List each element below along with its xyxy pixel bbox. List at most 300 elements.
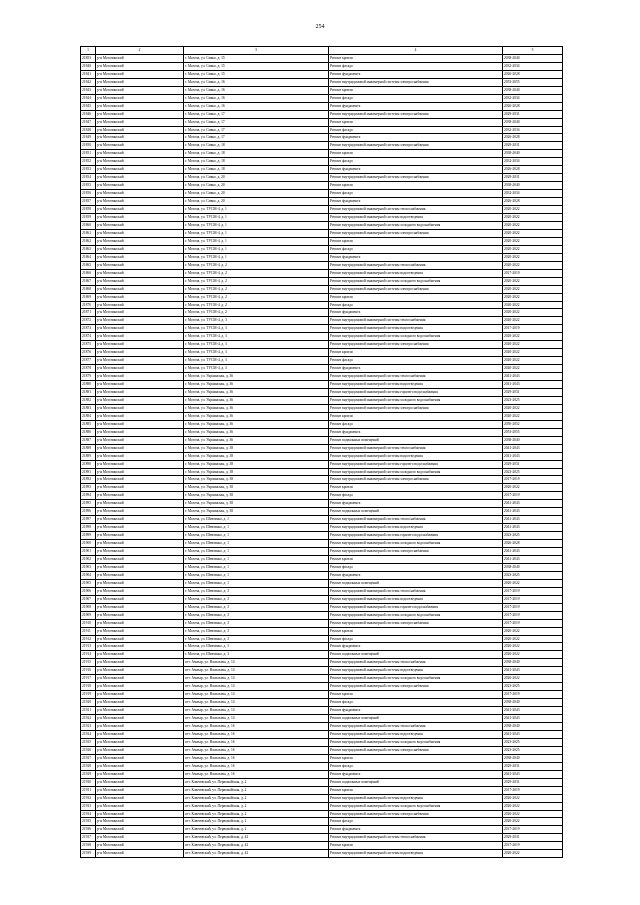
period-cell: 2020-2022 <box>503 253 563 261</box>
address-cell: пгт. Ключевский, ул. Первомайская, д. 2 <box>184 802 329 810</box>
district-cell: р-н Могочинский <box>96 365 184 373</box>
period-cell: 2029-2031 <box>503 762 563 770</box>
district-cell: р-н Могочинский <box>96 444 184 452</box>
table-row <box>81 357 563 365</box>
period-cell: 2041-2043 <box>503 556 563 564</box>
table-row <box>81 738 563 746</box>
row-number-cell: 21933 <box>81 802 96 810</box>
period-cell: 2020-2022 <box>503 317 563 325</box>
table-row <box>81 94 563 102</box>
work-type-cell: Ремонт внутридомовой инженерной системы электроснабжения <box>329 110 503 118</box>
table-row <box>81 237 563 245</box>
table-row <box>81 349 563 357</box>
row-number-cell: 21892 <box>81 476 96 484</box>
row-number-cell: 21906 <box>81 587 96 595</box>
work-type-cell: Ремонт внутридомовой инженерной системы водоотведения <box>329 794 503 802</box>
work-type-cell: Ремонт фундамента <box>329 102 503 110</box>
period-cell: 2020-2022 <box>503 293 563 301</box>
period-cell: 2017-2019 <box>503 269 563 277</box>
work-type-cell: Ремонт фундамента <box>329 253 503 261</box>
work-type-cell: Ремонт подвальных помещений <box>329 778 503 786</box>
district-cell: р-н Могочинский <box>96 174 184 182</box>
table-row <box>81 325 563 333</box>
work-type-cell: Ремонт внутридомовой инженерной системы водоотведения <box>329 524 503 532</box>
period-cell: 2032-2034 <box>503 94 563 102</box>
address-cell: г. Могоча, ул. ТУСМ-4, д. 2 <box>184 285 329 293</box>
period-cell: 2017-2019 <box>503 619 563 627</box>
work-type-cell: Ремонт фундамента <box>329 428 503 436</box>
address-cell: г. Могоча, ул. Шевченко, д. 3 <box>184 619 329 627</box>
address-cell: г. Могоча, ул. Шевченко, д. 1 <box>184 579 329 587</box>
period-cell: 2020-2022 <box>503 635 563 643</box>
period-cell: 2020-2022 <box>503 333 563 341</box>
period-cell: 2020-2022 <box>503 802 563 810</box>
row-number-cell: 21845 <box>81 102 96 110</box>
address-cell: г. Могоча, ул. Шевченко, д. 1 <box>184 524 329 532</box>
district-cell: р-н Могочинский <box>96 357 184 365</box>
table-row <box>81 277 563 285</box>
district-cell: р-н Могочинский <box>96 492 184 500</box>
address-cell: г. Могоча, ул. Украинская, д. 36 <box>184 436 329 444</box>
period-cell: 2053-2055 <box>503 428 563 436</box>
row-number-cell: 21902 <box>81 556 96 564</box>
district-cell: р-н Могочинский <box>96 396 184 404</box>
period-cell: 2026-2028 <box>503 166 563 174</box>
row-number-cell: 21910 <box>81 619 96 627</box>
address-cell: г. Могоча, ул. Сивко, д. 17 <box>184 118 329 126</box>
period-cell: 2020-2022 <box>503 412 563 420</box>
district-cell: р-н Могочинский <box>96 635 184 643</box>
work-type-cell: Ремонт внутридомовой инженерной системы теплоснабжения <box>329 587 503 595</box>
table-row <box>81 221 563 229</box>
period-cell: 2020-2022 <box>503 229 563 237</box>
address-cell: пгт. Ключевский, ул. Первомайская, д. 2 <box>184 794 329 802</box>
address-cell: пгт. Ключевский, ул. Первомайская, д. 2 <box>184 786 329 794</box>
table-row <box>81 786 563 794</box>
period-cell: 2023-2025 <box>503 468 563 476</box>
work-type-cell: Ремонт внутридомовой инженерной системы водоотведения <box>329 381 503 389</box>
work-type-cell: Ремонт внутридомовой инженерной системы холодного водоснабжения <box>329 277 503 285</box>
address-cell: г. Могоча, ул. Украинская, д. 38 <box>184 452 329 460</box>
district-cell: р-н Могочинский <box>96 707 184 715</box>
period-cell: 2026-2028 <box>503 198 563 206</box>
district-cell: р-н Могочинский <box>96 70 184 78</box>
period-cell: 2029-2031 <box>503 174 563 182</box>
district-cell: р-н Могочинский <box>96 556 184 564</box>
district-cell: р-н Могочинский <box>96 412 184 420</box>
period-cell: 2041-2043 <box>503 548 563 556</box>
district-cell: р-н Могочинский <box>96 850 184 858</box>
address-cell: г. Могоча, ул. Украинская, д. 38 <box>184 484 329 492</box>
district-cell: р-н Могочинский <box>96 762 184 770</box>
row-number-cell: 21852 <box>81 158 96 166</box>
row-number-cell: 21935 <box>81 818 96 826</box>
district-cell: р-н Могочинский <box>96 579 184 587</box>
work-type-cell: Ремонт фасада <box>329 420 503 428</box>
work-type-cell: Ремонт внутридомовой инженерной системы горячего водоснабжения <box>329 532 503 540</box>
district-cell: р-н Могочинский <box>96 102 184 110</box>
table-row <box>81 166 563 174</box>
table-row <box>81 396 563 404</box>
table-row <box>81 365 563 373</box>
address-cell: г. Могоча, ул. Украинская, д. 38 <box>184 476 329 484</box>
district-cell: р-н Могочинский <box>96 214 184 222</box>
period-cell: 2020-2022 <box>503 349 563 357</box>
table-row <box>81 206 563 214</box>
district-cell: р-н Могочинский <box>96 778 184 786</box>
table-row <box>81 420 563 428</box>
address-cell: г. Могоча, ул. Украинская, д. 36 <box>184 420 329 428</box>
district-cell: р-н Могочинский <box>96 206 184 214</box>
address-cell: г. Могоча, ул. ТУСМ-4, д. 2 <box>184 309 329 317</box>
table-row <box>81 563 563 571</box>
table-row <box>81 229 563 237</box>
table-row <box>81 611 563 619</box>
table-row <box>81 285 563 293</box>
table-row <box>81 730 563 738</box>
work-type-cell: Ремонт внутридомовой инженерной системы водоотведения <box>329 269 503 277</box>
row-number-cell: 21907 <box>81 595 96 603</box>
district-cell: р-н Могочинский <box>96 818 184 826</box>
address-cell: пгт. Амазар, ул. Васильева, д. 16 <box>184 746 329 754</box>
address-cell: г. Могоча, ул. Украинская, д. 36 <box>184 381 329 389</box>
work-type-cell: Ремонт подвальных помещений <box>329 436 503 444</box>
address-cell: пгт. Ключевский, ул. Первомайская, д. 42 <box>184 834 329 842</box>
district-cell: р-н Могочинский <box>96 571 184 579</box>
row-number-cell: 21854 <box>81 174 96 182</box>
row-number-cell: 21894 <box>81 492 96 500</box>
table-row <box>81 388 563 396</box>
period-cell: 2026-2028 <box>503 540 563 548</box>
district-cell: р-н Могочинский <box>96 349 184 357</box>
column-header: 2 <box>96 47 184 55</box>
address-cell: пгт. Амазар, ул. Васильева, д. 16 <box>184 770 329 778</box>
address-cell: г. Могоча, ул. ТУСМ-4, д. 3 <box>184 357 329 365</box>
address-cell: г. Могоча, ул. Украинская, д. 38 <box>184 492 329 500</box>
address-cell: г. Могоча, ул. ТУСМ-4, д. 1 <box>184 229 329 237</box>
period-cell: 2020-2022 <box>503 357 563 365</box>
row-number-cell: 21847 <box>81 118 96 126</box>
row-number-cell: 21861 <box>81 229 96 237</box>
address-cell: г. Могоча, ул. ТУСМ-4, д. 1 <box>184 253 329 261</box>
period-cell: 2020-2022 <box>503 818 563 826</box>
district-cell: р-н Могочинский <box>96 794 184 802</box>
district-cell: р-н Могочинский <box>96 651 184 659</box>
work-type-cell: Ремонт внутридомовой инженерной системы горячего водоснабжения <box>329 460 503 468</box>
period-cell: 2038-2040 <box>503 150 563 158</box>
address-cell: г. Могоча, ул. Сивко, д. 18 <box>184 158 329 166</box>
work-type-cell: Ремонт внутридомовой инженерной системы водоотведения <box>329 850 503 858</box>
row-number-cell: 21873 <box>81 325 96 333</box>
table-row <box>81 850 563 858</box>
row-number-cell: 21905 <box>81 579 96 587</box>
row-number-cell: 21904 <box>81 571 96 579</box>
table-row <box>81 643 563 651</box>
district-cell: р-н Могочинский <box>96 834 184 842</box>
period-cell: 2020-2022 <box>503 301 563 309</box>
district-cell: р-н Могочинский <box>96 627 184 635</box>
period-cell: 2041-2043 <box>503 500 563 508</box>
row-number-cell: 21893 <box>81 484 96 492</box>
table-row <box>81 174 563 182</box>
period-cell: 2017-2019 <box>503 691 563 699</box>
period-cell: 2038-2040 <box>503 699 563 707</box>
district-cell: р-н Могочинский <box>96 134 184 142</box>
row-number-cell: 21876 <box>81 349 96 357</box>
table-row <box>81 412 563 420</box>
address-cell: г. Могоча, ул. Сивко, д. 18 <box>184 150 329 158</box>
period-cell: 2020-2022 <box>503 237 563 245</box>
district-cell: р-н Могочинский <box>96 261 184 269</box>
table-row <box>81 770 563 778</box>
address-cell: г. Могоча, ул. Украинская, д. 36 <box>184 373 329 381</box>
work-type-cell: Ремонт фундамента <box>329 134 503 142</box>
period-cell: 2029-2031 <box>503 388 563 396</box>
page-number: 254 <box>315 24 325 30</box>
table-row <box>81 158 563 166</box>
row-number-cell: 21880 <box>81 381 96 389</box>
table-row <box>81 691 563 699</box>
address-cell: пгт. Амазар, ул. Васильева, д. 14 <box>184 659 329 667</box>
period-cell: 2038-2040 <box>503 436 563 444</box>
table-row <box>81 70 563 78</box>
table-row <box>81 492 563 500</box>
address-cell: г. Могоча, ул. Сивко, д. 17 <box>184 110 329 118</box>
work-type-cell: Ремонт фасада <box>329 245 503 253</box>
district-cell: р-н Могочинский <box>96 540 184 548</box>
district-cell: р-н Могочинский <box>96 158 184 166</box>
district-cell: р-н Могочинский <box>96 770 184 778</box>
table-row <box>81 635 563 643</box>
period-cell: 2041-2043 <box>503 524 563 532</box>
district-cell: р-н Могочинский <box>96 341 184 349</box>
district-cell: р-н Могочинский <box>96 516 184 524</box>
row-number-cell: 21914 <box>81 651 96 659</box>
period-cell: 2041-2043 <box>503 516 563 524</box>
work-type-cell: Ремонт подвальных помещений <box>329 715 503 723</box>
work-type-cell: Ремонт фасада <box>329 818 503 826</box>
row-number-cell: 21912 <box>81 635 96 643</box>
district-cell: р-н Могочинский <box>96 603 184 611</box>
address-cell: пгт. Ключевский, ул. Первомайская, д. 2 <box>184 826 329 834</box>
district-cell: р-н Могочинский <box>96 420 184 428</box>
district-cell: р-н Могочинский <box>96 166 184 174</box>
work-type-cell: Ремонт кровли <box>329 412 503 420</box>
address-cell: г. Могоча, ул. ТУСМ-4, д. 3 <box>184 341 329 349</box>
address-cell: г. Могоча, ул. Украинская, д. 38 <box>184 508 329 516</box>
table-row <box>81 253 563 261</box>
row-number-cell: 21863 <box>81 245 96 253</box>
district-cell: р-н Могочинский <box>96 786 184 794</box>
row-number-cell: 21928 <box>81 762 96 770</box>
period-cell: 2020-2022 <box>503 643 563 651</box>
period-cell: 2020-2022 <box>503 285 563 293</box>
table-row <box>81 261 563 269</box>
address-cell: пгт. Ключевский, ул. Первомайская, д. 2 <box>184 810 329 818</box>
district-cell: р-н Могочинский <box>96 190 184 198</box>
district-cell: р-н Могочинский <box>96 826 184 834</box>
address-cell: г. Могоча, ул. Сивко, д. 20 <box>184 182 329 190</box>
work-type-cell: Ремонт фундамента <box>329 770 503 778</box>
period-cell: 2020-2022 <box>503 277 563 285</box>
row-number-cell: 21915 <box>81 659 96 667</box>
table-row <box>81 540 563 548</box>
address-cell: г. Могоча, ул. Сивко, д. 16 <box>184 78 329 86</box>
address-cell: пгт. Амазар, ул. Васильева, д. 14 <box>184 707 329 715</box>
table-row <box>81 556 563 564</box>
table-row <box>81 508 563 516</box>
district-cell: р-н Могочинский <box>96 683 184 691</box>
period-cell: 2020-2022 <box>503 214 563 222</box>
work-type-cell: Ремонт внутридомовой инженерной системы водоотведения <box>329 595 503 603</box>
period-cell: 2029-2031 <box>503 142 563 150</box>
table-row <box>81 333 563 341</box>
period-cell: 2023-2025 <box>503 532 563 540</box>
table-row <box>81 667 563 675</box>
address-cell: г. Могоча, ул. Сивко, д. 18 <box>184 166 329 174</box>
table-row <box>81 754 563 762</box>
row-number-cell: 21938 <box>81 842 96 850</box>
district-cell: р-н Могочинский <box>96 746 184 754</box>
district-cell: р-н Могочинский <box>96 500 184 508</box>
table-row <box>81 54 563 62</box>
district-cell: р-н Могочинский <box>96 524 184 532</box>
work-type-cell: Ремонт внутридомовой инженерной системы холодного водоснабжения <box>329 738 503 746</box>
table-row <box>81 794 563 802</box>
table-row <box>81 460 563 468</box>
row-number-cell: 21856 <box>81 190 96 198</box>
row-number-cell: 21860 <box>81 221 96 229</box>
address-cell: г. Могоча, ул. Шевченко, д. 3 <box>184 603 329 611</box>
table-row <box>81 102 563 110</box>
address-cell: г. Могоча, ул. Украинская, д. 36 <box>184 396 329 404</box>
address-cell: г. Могоча, ул. Украинская, д. 36 <box>184 404 329 412</box>
address-cell: г. Могоча, ул. Шевченко, д. 3 <box>184 587 329 595</box>
work-type-cell: Ремонт фундамента <box>329 826 503 834</box>
period-cell: 2023-2025 <box>503 746 563 754</box>
row-number-cell: 21911 <box>81 627 96 635</box>
address-cell: пгт. Амазар, ул. Васильева, д. 16 <box>184 738 329 746</box>
period-cell: 2029-2031 <box>503 460 563 468</box>
district-cell: р-н Могочинский <box>96 86 184 94</box>
work-type-cell: Ремонт внутридомовой инженерной системы холодного водоснабжения <box>329 802 503 810</box>
address-cell: г. Могоча, ул. ТУСМ-4, д. 1 <box>184 206 329 214</box>
work-type-cell: Ремонт внутридомовой инженерной системы теплоснабжения <box>329 834 503 842</box>
table-row <box>81 587 563 595</box>
work-type-cell: Ремонт кровли <box>329 842 503 850</box>
district-cell: р-н Могочинский <box>96 317 184 325</box>
row-number-cell: 21849 <box>81 134 96 142</box>
work-type-cell: Ремонт внутридомовой инженерной системы холодного водоснабжения <box>329 611 503 619</box>
table-row <box>81 428 563 436</box>
work-type-cell: Ремонт внутридомовой инженерной системы электроснабжения <box>329 341 503 349</box>
address-cell: г. Могоча, ул. ТУСМ-4, д. 2 <box>184 269 329 277</box>
row-number-cell: 21868 <box>81 285 96 293</box>
address-cell: г. Могоча, ул. ТУСМ-4, д. 3 <box>184 365 329 373</box>
district-cell: р-н Могочинский <box>96 723 184 731</box>
district-cell: р-н Могочинский <box>96 436 184 444</box>
row-number-cell: 21888 <box>81 444 96 452</box>
table-row <box>81 715 563 723</box>
row-number-cell: 21859 <box>81 214 96 222</box>
address-cell: г. Могоча, ул. Шевченко, д. 3 <box>184 627 329 635</box>
address-cell: г. Могоча, ул. Шевченко, д. 1 <box>184 532 329 540</box>
district-cell: р-н Могочинский <box>96 532 184 540</box>
address-cell: пгт. Ключевский, ул. Первомайская, д. 2 <box>184 818 329 826</box>
period-cell: 2017-2019 <box>503 476 563 484</box>
period-cell: 2020-2022 <box>503 651 563 659</box>
period-cell: 2041-2043 <box>503 444 563 452</box>
table-row <box>81 468 563 476</box>
district-cell: р-н Могочинский <box>96 150 184 158</box>
period-cell: 2017-2019 <box>503 587 563 595</box>
table-row <box>81 802 563 810</box>
period-cell: 2020-2022 <box>503 245 563 253</box>
work-type-cell: Ремонт кровли <box>329 691 503 699</box>
work-type-cell: Ремонт фундамента <box>329 166 503 174</box>
row-number-cell: 21870 <box>81 301 96 309</box>
address-cell: г. Могоча, ул. Украинская, д. 38 <box>184 468 329 476</box>
row-number-cell: 21879 <box>81 373 96 381</box>
row-number-cell: 21916 <box>81 667 96 675</box>
district-cell: р-н Могочинский <box>96 118 184 126</box>
period-cell: 2020-2022 <box>503 627 563 635</box>
district-cell: р-н Могочинский <box>96 611 184 619</box>
period-cell: 2032-2034 <box>503 190 563 198</box>
address-cell: г. Могоча, ул. Украинская, д. 36 <box>184 428 329 436</box>
period-cell: 2026-2028 <box>503 102 563 110</box>
work-type-cell: Ремонт фундамента <box>329 70 503 78</box>
row-number-cell: 21923 <box>81 723 96 731</box>
work-type-cell: Ремонт фундамента <box>329 571 503 579</box>
table-row <box>81 675 563 683</box>
table-row <box>81 548 563 556</box>
period-cell: 2053-2055 <box>503 78 563 86</box>
work-type-cell: Ремонт фундамента <box>329 365 503 373</box>
address-cell: г. Могоча, ул. Шевченко, д. 3 <box>184 643 329 651</box>
work-type-cell: Ремонт фасада <box>329 699 503 707</box>
table-body <box>81 54 563 857</box>
district-cell: р-н Могочинский <box>96 333 184 341</box>
address-cell: г. Могоча, ул. Шевченко, д. 1 <box>184 563 329 571</box>
district-cell: р-н Могочинский <box>96 94 184 102</box>
row-number-cell: 21920 <box>81 699 96 707</box>
district-cell: р-н Могочинский <box>96 229 184 237</box>
period-cell: 2023-2025 <box>503 396 563 404</box>
district-cell: р-н Могочинский <box>96 699 184 707</box>
period-cell: 2032-2034 <box>503 62 563 70</box>
period-cell: 2038-2040 <box>503 54 563 62</box>
address-cell: пгт. Амазар, ул. Васильева, д. 16 <box>184 723 329 731</box>
work-type-cell: Ремонт внутридомовой инженерной системы электроснабжения <box>329 285 503 293</box>
district-cell: р-н Могочинский <box>96 452 184 460</box>
table-row <box>81 500 563 508</box>
table-row <box>81 309 563 317</box>
address-cell: г. Могоча, ул. Шевченко, д. 1 <box>184 516 329 524</box>
period-cell: 2017-2019 <box>503 786 563 794</box>
address-cell: г. Могоча, ул. Сивко, д. 15 <box>184 70 329 78</box>
row-number-cell: 21877 <box>81 357 96 365</box>
district-cell: р-н Могочинский <box>96 810 184 818</box>
row-number-cell: 21855 <box>81 182 96 190</box>
address-cell: г. Могоча, ул. Сивко, д. 15 <box>184 54 329 62</box>
period-cell: 2041-2043 <box>503 667 563 675</box>
district-cell: р-н Могочинский <box>96 675 184 683</box>
table-row <box>81 651 563 659</box>
address-cell: г. Могоча, ул. Шевченко, д. 3 <box>184 611 329 619</box>
period-cell: 2020-2022 <box>503 221 563 229</box>
row-number-cell: 21900 <box>81 540 96 548</box>
